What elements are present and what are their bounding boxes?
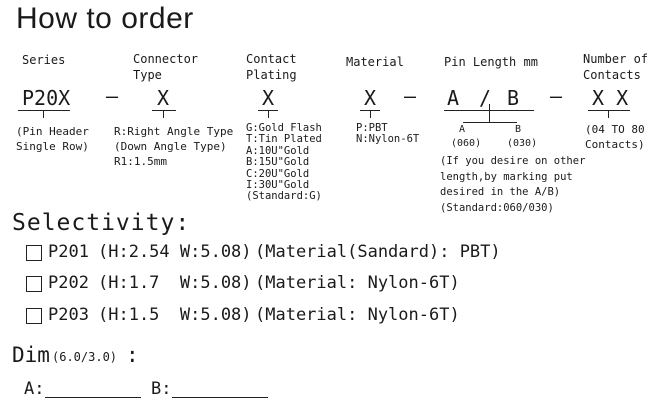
option-p201-dims: (H:2.54 W:5.08) — [98, 242, 252, 262]
pin-b-value: (030) — [507, 138, 538, 149]
option-p202-material: (Material: Nylon-6T) — [255, 273, 460, 293]
pin-length-note: (If you desire on other length,by marking put desired in the A/B) (Standard:060/030) — [440, 155, 586, 214]
option-p203-dims: (H:1.5 W:5.08) — [98, 305, 252, 325]
pin-a-label: A — [459, 124, 466, 135]
code-contacts: X X — [592, 86, 629, 110]
series-tick — [43, 110, 44, 118]
pin-a-value: (060) — [451, 138, 482, 149]
header-pin-length: Pin Length mm — [444, 55, 538, 69]
material-description: P:PBT N:Nylon-6T — [356, 122, 420, 146]
code-connector: X — [157, 86, 170, 110]
series-description: (Pin Header Single Row) — [16, 125, 89, 153]
code-plating: X — [262, 86, 275, 110]
header-material: Material — [346, 55, 404, 69]
code-material: X — [364, 86, 377, 110]
pin-b-label: B — [515, 124, 522, 135]
series-underline — [18, 110, 70, 111]
pin-length-bracket — [463, 122, 517, 123]
dim-field-a-input[interactable] — [45, 397, 141, 398]
option-p202-checkbox[interactable] — [26, 276, 42, 292]
connector-underline — [152, 110, 176, 111]
header-series: Series — [22, 53, 66, 67]
dim-colon: : — [126, 343, 139, 367]
code-dash-2: – — [404, 84, 417, 108]
header-connector-type: Connector Type — [133, 52, 199, 82]
connector-description: R:Right Angle Type (Down Angle Type) R1:1.5mm — [114, 125, 234, 168]
option-p203-code: P203 — [48, 305, 89, 325]
page-title: How to order — [16, 2, 194, 35]
code-dash-3: – — [550, 84, 563, 108]
dim-subtitle: (6.0/3.0) — [52, 350, 118, 364]
header-contact-plating: Contact Plating — [246, 52, 297, 82]
header-number-of-contacts: Number of Contacts — [583, 52, 649, 82]
option-p202-code: P202 — [48, 273, 89, 293]
dim-field-b-label: B: — [151, 379, 172, 399]
plating-description: G:Gold Flash T:Tin Plated A:10U"Gold B:15U"Gold C:20U"Gold I:30U"Gold (Standard:G) — [246, 122, 322, 203]
option-p203-material: (Material: Nylon-6T) — [255, 305, 460, 325]
option-p201-checkbox[interactable] — [26, 245, 42, 261]
code-pin-a: A — [447, 86, 460, 110]
dim-field-b-input[interactable] — [172, 397, 268, 398]
material-tick — [370, 110, 371, 118]
connector-tick — [163, 110, 164, 118]
code-series: P20X — [22, 86, 71, 110]
option-p201-code: P201 — [48, 242, 89, 262]
option-p203-checkbox[interactable] — [26, 308, 42, 324]
dim-title: Dim — [12, 343, 50, 367]
selectivity-title: Selectivity: — [12, 210, 191, 236]
contacts-tick — [608, 110, 609, 118]
option-p201-material: (Material(Sandard): PBT) — [255, 242, 501, 262]
contacts-description: (04 TO 80 Contacts) — [585, 123, 645, 151]
plating-tick — [268, 110, 269, 118]
pin-length-tick — [489, 104, 490, 122]
code-slash: / — [479, 86, 492, 110]
dim-field-a-label: A: — [24, 379, 45, 399]
contacts-underline — [588, 110, 630, 111]
option-p202-dims: (H:1.7 W:5.08) — [98, 273, 252, 293]
code-dash-1: – — [106, 84, 119, 108]
code-pin-b: B — [507, 86, 520, 110]
